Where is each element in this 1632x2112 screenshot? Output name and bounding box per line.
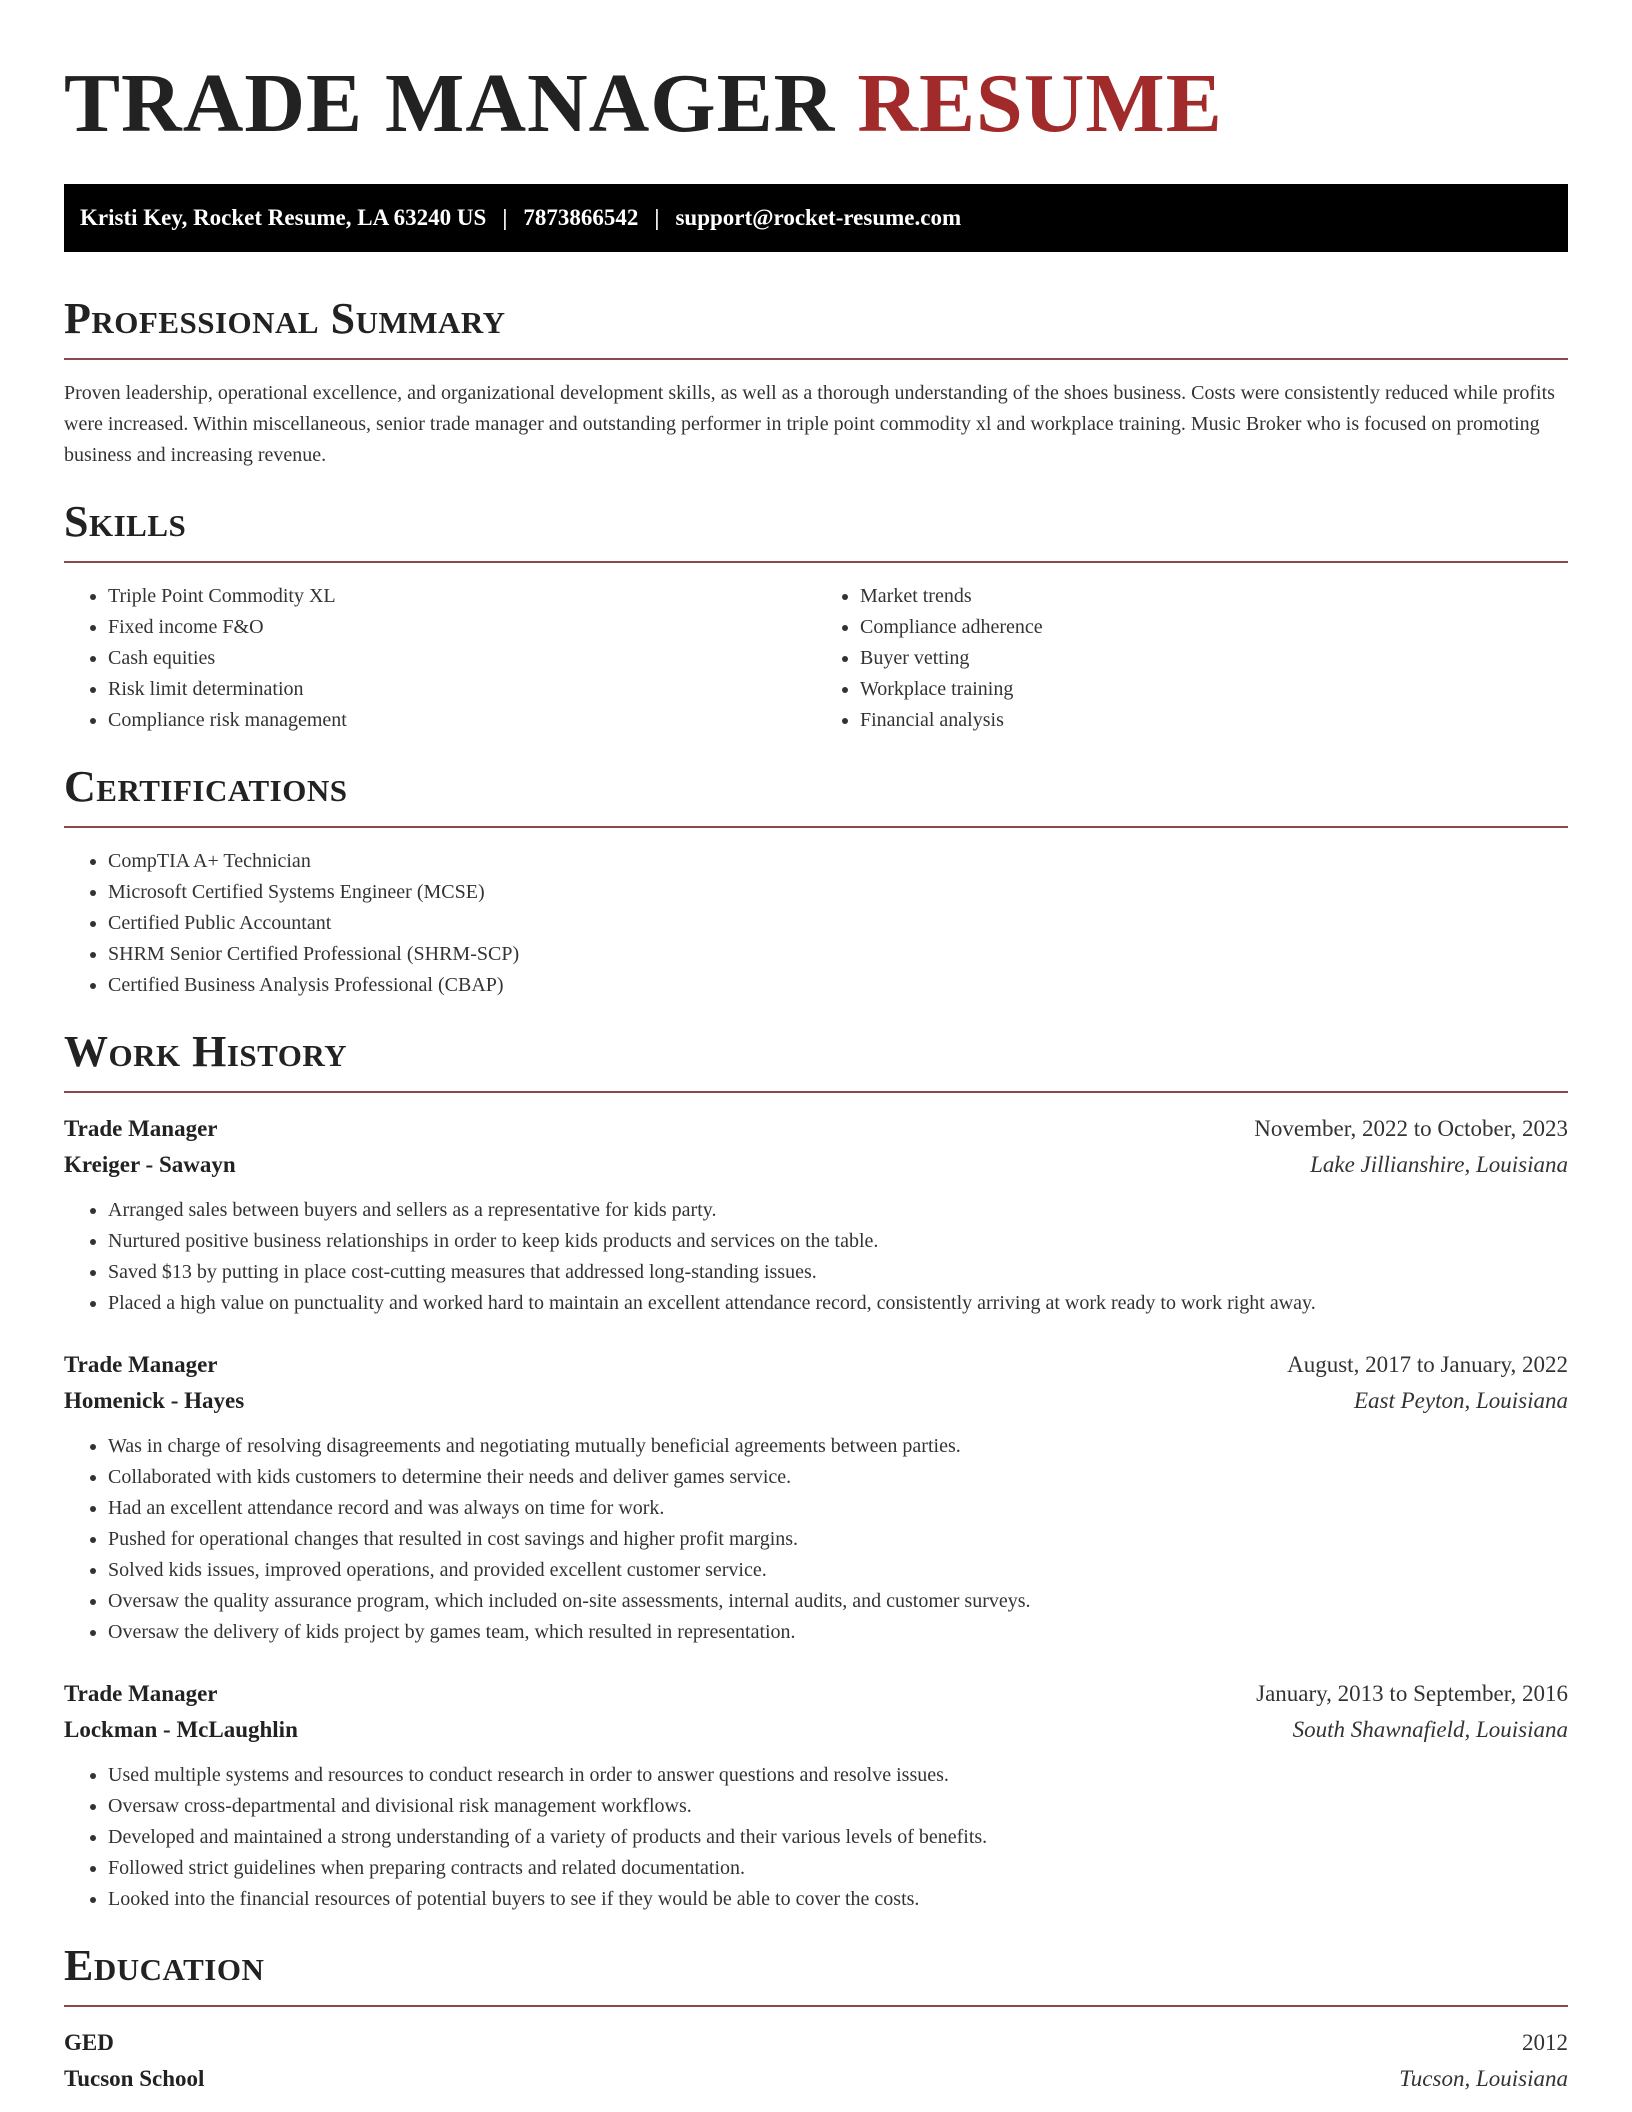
section-divider xyxy=(64,2005,1568,2007)
contact-address: Kristi Key, Rocket Resume, LA 63240 US xyxy=(80,205,487,230)
skills-heading: Skills xyxy=(64,497,187,546)
certifications-section xyxy=(64,762,1568,1001)
education-school: Tucson School xyxy=(64,2066,205,2091)
job-subheader xyxy=(64,1712,1568,1748)
skills-section xyxy=(64,497,1568,736)
section-divider xyxy=(64,358,1568,360)
skill-item: • Buyer vetting xyxy=(860,643,1568,674)
job-bullet: • Placed a high value on punctuality and worked hard to maintain an excellent attendance record, consistently arriving at work ready to work right away. xyxy=(108,1288,1568,1319)
summary-section xyxy=(64,294,1568,471)
education-degree: GED xyxy=(64,2030,114,2055)
job-title: Trade Manager xyxy=(64,1352,218,1377)
job-dates: January, 2013 to September, 2016 xyxy=(1256,1681,1568,1706)
skill-item: • Compliance risk management xyxy=(108,705,816,736)
job-entry xyxy=(64,1347,1568,1648)
job-bullets xyxy=(64,1760,1568,1915)
contact-email: support@rocket-resume.com xyxy=(675,205,962,230)
job-subheader xyxy=(64,1147,1568,1183)
education-location: Tucson, Louisiana xyxy=(1399,2066,1568,2091)
job-company: Kreiger - Sawayn xyxy=(64,1152,236,1177)
job-bullet: • Collaborated with kids customers to determine their needs and deliver games service. xyxy=(108,1462,1568,1493)
job-bullet: • Used multiple systems and resources to conduct research in order to answer questions and resolve issues. xyxy=(108,1760,1568,1791)
job-location: Lake Jillianshire, Louisiana xyxy=(1310,1152,1568,1177)
education-section xyxy=(64,1941,1568,2097)
section-divider xyxy=(64,1091,1568,1093)
job-dates: August, 2017 to January, 2022 xyxy=(1287,1352,1568,1377)
certifications-list xyxy=(64,846,1568,1001)
job-entry xyxy=(64,1676,1568,1915)
skill-item: • Cash equities xyxy=(108,643,816,674)
job-entry xyxy=(64,1111,1568,1319)
education-heading: Education xyxy=(64,1941,265,1990)
certification-item: • Certified Business Analysis Professional (CBAP) xyxy=(108,970,1568,1001)
skills-list-left xyxy=(64,581,816,736)
skill-item: • Compliance adherence xyxy=(860,612,1568,643)
skill-item: • Triple Point Commodity XL xyxy=(108,581,816,612)
summary-heading: Professional Summary xyxy=(64,294,506,343)
section-divider xyxy=(64,826,1568,828)
job-bullet: • Had an excellent attendance record and was always on time for work. xyxy=(108,1493,1568,1524)
skill-item: • Workplace training xyxy=(860,674,1568,705)
job-title: Trade Manager xyxy=(64,1681,218,1706)
summary-text: Proven leadership, operational excellence, and organizational development skills, as well as a thorough understanding of the shoes business. Costs were consistently reduced while profits were increased. Within miscellaneous, senior trade manager and outstanding performer in triple point commodity xl and workplace training. Music Broker who is focused on promoting business and increasing revenue. xyxy=(64,382,1555,466)
resume-title xyxy=(64,0,1568,152)
job-bullet: • Solved kids issues, improved operations, and provided excellent customer service. xyxy=(108,1555,1568,1586)
education-entry xyxy=(64,2025,1568,2097)
work-history-heading: Work History xyxy=(64,1027,348,1076)
job-bullet: • Oversaw the quality assurance program, which included on-site assessments, internal audits, and customer surveys. xyxy=(108,1586,1568,1617)
certification-item: • Microsoft Certified Systems Engineer (MCSE) xyxy=(108,877,1568,908)
title-accent: RESUME xyxy=(857,57,1223,150)
job-bullet: • Developed and maintained a strong understanding of a variety of products and their various levels of benefits. xyxy=(108,1822,1568,1853)
job-bullet: • Oversaw the delivery of kids project by games team, which resulted in representation. xyxy=(108,1617,1568,1648)
job-bullet: • Oversaw cross-departmental and divisional risk management workflows. xyxy=(108,1791,1568,1822)
skills-list-right xyxy=(816,581,1568,736)
job-header xyxy=(64,1111,1568,1147)
job-company: Lockman - McLaughlin xyxy=(64,1717,298,1742)
job-bullet: • Followed strict guidelines when preparing contracts and related documentation. xyxy=(108,1853,1568,1884)
job-subheader xyxy=(64,1383,1568,1419)
job-bullets xyxy=(64,1431,1568,1648)
skill-item: • Market trends xyxy=(860,581,1568,612)
skill-item: • Financial analysis xyxy=(860,705,1568,736)
contact-separator: | xyxy=(502,205,508,230)
job-bullet: • Arranged sales between buyers and sellers as a representative for kids party. xyxy=(108,1195,1568,1226)
education-year: 2012 xyxy=(1522,2030,1568,2055)
education-header xyxy=(64,2025,1568,2061)
contact-separator: | xyxy=(654,205,660,230)
job-header xyxy=(64,1676,1568,1712)
job-bullet: • Pushed for operational changes that resulted in cost savings and higher profit margins. xyxy=(108,1524,1568,1555)
job-bullet: • Saved $13 by putting in place cost-cutting measures that addressed long-standing issues. xyxy=(108,1257,1568,1288)
skill-item: • Risk limit determination xyxy=(108,674,816,705)
work-history-section xyxy=(64,1027,1568,1915)
job-bullet: • Nurtured positive business relationships in order to keep kids products and services on the table. xyxy=(108,1226,1568,1257)
job-location: South Shawnafield, Louisiana xyxy=(1292,1717,1568,1742)
skills-grid xyxy=(64,563,1568,736)
job-location: East Peyton, Louisiana xyxy=(1353,1388,1568,1413)
job-bullet: • Looked into the financial resources of potential buyers to see if they would be able to cover the costs. xyxy=(108,1884,1568,1915)
skill-item: • Fixed income F&O xyxy=(108,612,816,643)
job-bullet: • Was in charge of resolving disagreements and negotiating mutually beneficial agreements between parties. xyxy=(108,1431,1568,1462)
job-bullets xyxy=(64,1195,1568,1319)
certification-item: • Certified Public Accountant xyxy=(108,908,1568,939)
title-main: TRADE MANAGER xyxy=(64,57,836,150)
job-header xyxy=(64,1347,1568,1383)
certifications-heading: Certifications xyxy=(64,762,348,811)
certification-item: • CompTIA A+ Technician xyxy=(108,846,1568,877)
job-company: Homenick - Hayes xyxy=(64,1388,245,1413)
contact-bar xyxy=(64,184,1568,252)
job-dates: November, 2022 to October, 2023 xyxy=(1254,1116,1568,1141)
education-subheader xyxy=(64,2061,1568,2097)
contact-phone: 7873866542 xyxy=(523,205,639,230)
certification-item: • SHRM Senior Certified Professional (SHRM-SCP) xyxy=(108,939,1568,970)
job-title: Trade Manager xyxy=(64,1116,218,1141)
